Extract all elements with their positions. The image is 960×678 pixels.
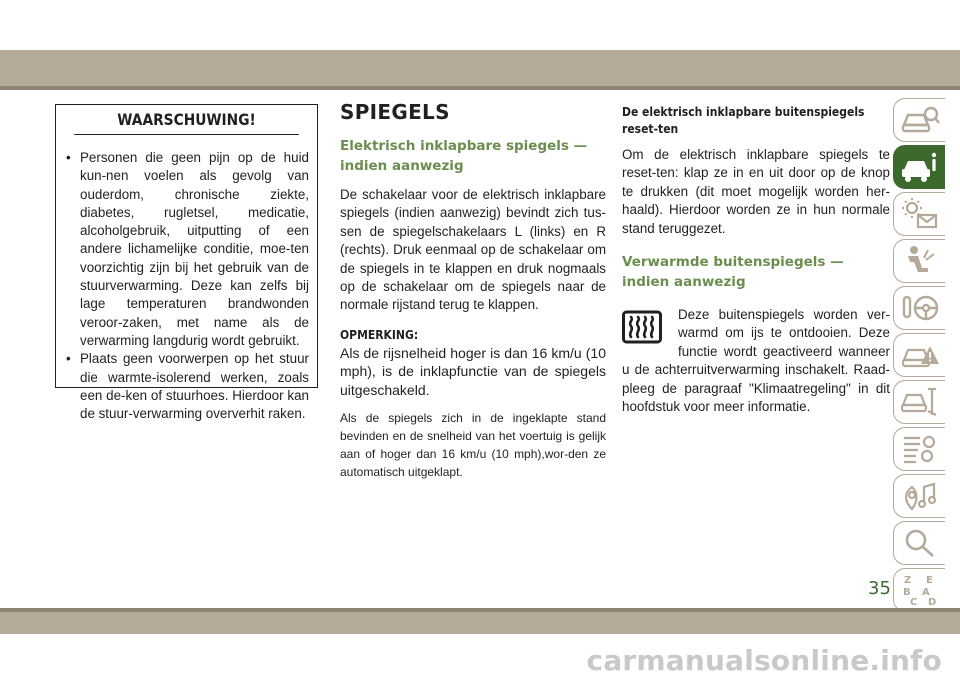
warning-light-message-icon — [900, 197, 940, 231]
tab-multimedia[interactable] — [893, 474, 945, 518]
header-band — [0, 50, 960, 86]
note-text: Als de rijsnelheid hoger is dan 16 km/u (10 mph), is de inklapfunctie van de spiegels uitgeschakeld. — [340, 344, 606, 398]
tab-specifications[interactable] — [893, 427, 945, 471]
warning-box — [55, 104, 318, 422]
specifications-icon — [900, 432, 940, 466]
warning-list — [56, 135, 317, 423]
reset-text: Om de elektrisch inklapbare spiegels te reset-ten: klap ze in en uit door op de knop te drukken (dit moet mogelijk worden her-haald). Hierdoor worden ze in hun normale stand teruggezet. — [622, 147, 890, 236]
svg-text:Z: Z — [903, 575, 911, 586]
warning-title: WAARSCHUWING! — [74, 105, 298, 135]
page-number: 35 — [868, 578, 891, 599]
section-title: SPIEGELS — [340, 100, 450, 124]
language-index-icon — [900, 573, 940, 607]
svg-text:A: A — [921, 587, 930, 598]
steering-start-icon — [900, 291, 940, 325]
multimedia-icon — [900, 479, 940, 513]
tab-maintenance[interactable] — [893, 380, 945, 424]
watermark: carmanualsonline.info — [586, 644, 942, 677]
svg-text:C: C — [909, 597, 917, 607]
folding-mirrors-heading: Elektrisch inklapbare spiegels — indien aanwezig — [340, 138, 588, 174]
tab-index[interactable] — [893, 521, 945, 565]
tab-warning-lights[interactable] — [893, 192, 945, 236]
tab-emergency[interactable] — [893, 333, 945, 377]
header-rule — [0, 86, 960, 90]
warning-item: • Plaats geen voorwerpen op het stuur die warmte-isolerend werken, zoals een de-ken of stuurhoes. Hierdoor kan de stuur-verwarming oververhit raken. — [66, 350, 309, 423]
tab-safety[interactable] — [893, 239, 945, 283]
chapter-tabs — [893, 98, 945, 615]
svg-text:B: B — [902, 587, 911, 598]
tab-car-search[interactable] — [893, 98, 945, 142]
reset-heading: De elektrisch inklapbare buitenspiegels reset-ten — [622, 105, 865, 136]
heated-mirrors-text: Deze buitenspiegels worden ver-warmd om ijs te ontdooien. Deze functie wordt geactiveerd wanneer u de achterruitverwarming inschakelt. Raad-pleeg de paragraaf "Klimaatregeling" in dit hoofdstuk voor meer informatie. — [622, 307, 890, 415]
auto-unfold-text: Als de spiegels zich in de ingeklapte stand bevinden en de snelheid van het voertuig is gelijk aan of hoger dan 16 km/u (10 mph),wor-den ze automatisch uitgeklapt. — [340, 411, 606, 480]
tab-starting-driving[interactable] — [893, 286, 945, 330]
svg-text:E: E — [925, 575, 933, 586]
car-search-icon — [900, 103, 940, 137]
note-label: OPMERKING: — [340, 327, 419, 342]
middle-column — [340, 100, 606, 481]
top-margin — [0, 0, 960, 50]
car-warning-icon — [900, 338, 940, 372]
svg-text:D: D — [927, 597, 936, 607]
car-maintenance-icon — [900, 385, 940, 419]
heated-mirrors-block — [622, 306, 890, 416]
footer-band — [0, 612, 960, 634]
tab-car-info[interactable] — [893, 145, 945, 189]
airbag-seat-icon — [900, 244, 940, 278]
car-info-icon — [900, 150, 940, 184]
warning-item: • Personen die geen pijn op de huid kun-nen voelen als gevolg van ouderdom, chronische ziekte, diabetes, rugletsel, medicatie, alcoholgebruik, uitputting of een andere lichamelijke conditie, moe-ten voorzichtig zijn bij het gebruik van de stuurverwarming. Deze kan zelfs bij lage temperaturen brandwonden veroor-zaken, met name als de verwarming langdurig wordt gebruikt. — [66, 149, 309, 350]
heated-mirrors-heading: Verwarmde buitenspiegels — indien aanwezig — [622, 254, 844, 291]
right-column — [622, 104, 890, 416]
rear-defrost-icon — [622, 310, 670, 350]
folding-mirrors-text: De schakelaar voor de elektrisch inklapbare spiegels (indien aanwezig) bevindt zich tus-sen de spiegelschakelaars L (links) en R (rechts). Druk eenmaal op de schakelaar om de spiegels in te klappen en druk nogmaals op de schakelaar om de spiegels naar de normale rijstand terug te klappen. — [340, 187, 606, 313]
index-search-icon — [900, 526, 940, 560]
tab-languages[interactable] — [893, 568, 945, 612]
